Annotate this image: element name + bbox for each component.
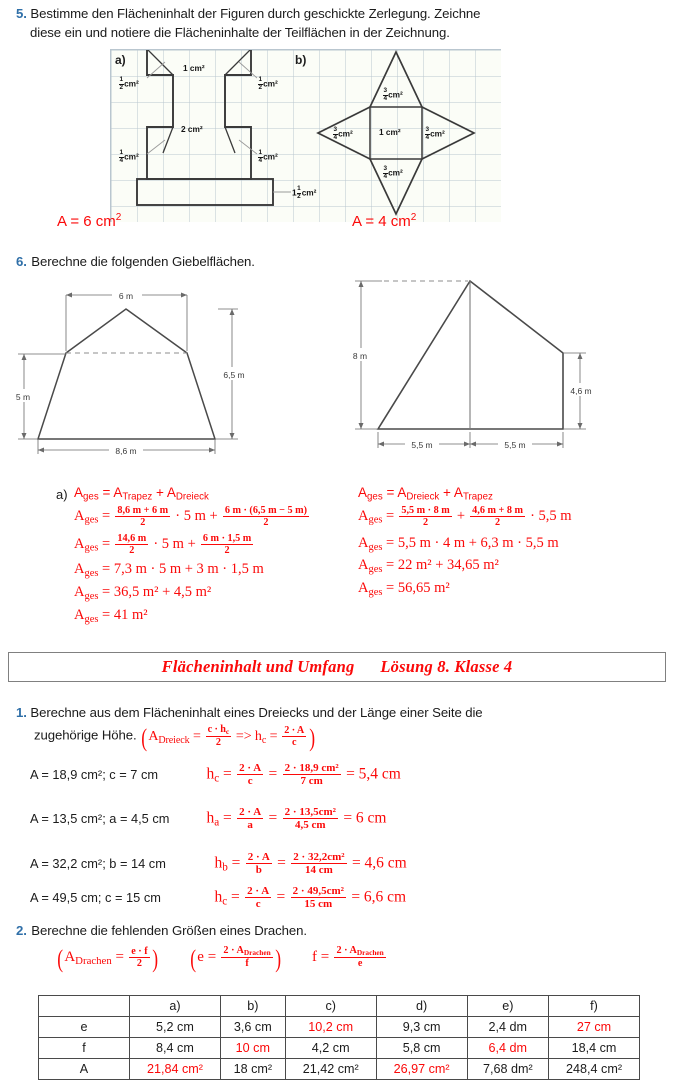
task5-heading (16, 4, 666, 42)
frac-num-text: c · h (207, 724, 226, 735)
frac-num: 1 (258, 149, 263, 156)
cell-f-a: 8,4 cm (130, 1038, 221, 1059)
A-symbol: A (74, 485, 84, 500)
task1-row-4 (30, 885, 406, 911)
frac-num: 1 (119, 76, 124, 83)
frac-den: a (247, 819, 253, 832)
solution-left-line-3: $A_{ges} = 7,3$ m · 5 m + 3 m · 1,5 m (74, 561, 264, 580)
gable-left-outline (38, 309, 215, 439)
gable-right-drawing (348, 272, 678, 472)
A-symbol: A (358, 485, 368, 500)
section-banner (8, 652, 666, 682)
frac-num: 4,6 m + 8 m (472, 504, 523, 516)
area-label-a-1cm2: 1 cm² (183, 63, 205, 73)
gable-left-drawing (4, 278, 334, 456)
frac-num (206, 724, 231, 737)
mid-op: · 5 m + (153, 535, 196, 552)
h-subscript: c (214, 772, 220, 785)
solution-left-headline (74, 485, 311, 503)
task1-row-1-solution: $h_c$ = $\frac{2 \cdot A}{c}$ = $\frac{\text{2 · 18,9 cm²}}{7 cm}$ = 5,4 cm (206, 762, 401, 788)
task1-heading (16, 703, 666, 752)
gable-left-dim-top (66, 293, 187, 352)
frac-den: 7 cm (300, 775, 323, 788)
solution-right-line-1: $A_{ges}$ = $\frac{5,5 m \cdot 8 m}{2}$ + $\frac{4,6 m + 8 m}{2}$ · 5,5 m (358, 504, 572, 529)
area-label-a-quarter-right (258, 150, 278, 164)
task1-row-2-solution: $h_a$ = $\frac{2 \cdot A}{a}$ = $\frac{\text{2 · 13,5cm²}}{4,5 cm}$ = 6 cm (206, 806, 387, 832)
frac-den: 2 (224, 544, 230, 556)
cell-A-b: 18 cm² (220, 1059, 285, 1080)
table-header-c: c) (285, 996, 376, 1017)
kite-f-formula (312, 945, 387, 970)
task1-line2: zugehörige Höhe. (34, 727, 137, 743)
frac-den: f (245, 958, 249, 970)
A-subscript: ges (83, 491, 99, 503)
frac-num: 3 (333, 126, 338, 133)
frac-den: 15 cm (304, 898, 333, 911)
banner-subtitle: Lösung 8. Klasse 4 (380, 657, 513, 676)
table-header-row (39, 996, 640, 1017)
frac-num: 2 · A (239, 762, 262, 774)
solution-right-line-5: $A_{ges} = 56,65$ m² (358, 580, 450, 599)
eq2: = (269, 728, 278, 744)
line3-text: = 7,3 m · 5 m + 3 m · 1,5 m (102, 561, 264, 578)
frac-num: 2 · A (284, 724, 305, 736)
f-symbol: f (312, 948, 318, 965)
task5-line2: diese ein und notiere die Flächeninhalte der Teilflächen in der Zeichnung. (30, 25, 450, 40)
frac-num-sub: c (225, 727, 229, 737)
gable-left-dim-left-label: 5 m (15, 392, 31, 402)
h-symbol: h (206, 809, 215, 827)
eq: = A (98, 485, 123, 500)
plus: + A (152, 485, 176, 500)
frac-num-sub: Drachen (243, 948, 271, 958)
gable-left-dim-top-label: 6 m (118, 291, 134, 301)
area-label-b-top (383, 88, 403, 102)
cell-e-f: 27 cm (549, 1017, 640, 1038)
cell-A-d: 26,97 cm² (376, 1059, 467, 1080)
cell-e-b: 3,6 cm (220, 1017, 285, 1038)
frac-num: 1 (258, 76, 263, 83)
solution-right-headline (358, 485, 572, 503)
frac-num-text: 2 · A (336, 945, 357, 956)
area-label-b-1cm2: 1 cm² (379, 127, 401, 137)
frac-den: 4 (383, 172, 388, 180)
gable-right-dim-bottom-1-label: 5,5 m (411, 440, 433, 450)
area-label-b-left (333, 127, 353, 141)
cell-e-c: 10,2 cm (285, 1017, 376, 1038)
solution-left-line-1: $A_{ges}$ = $\frac{8,6 m + 6 m}{2}$ · 5 m + $\frac{6 m \cdot (6,5 m - 5 m)}{2}$ (74, 504, 308, 529)
frac-den: 4 (258, 156, 263, 164)
A-subscript: Dreieck (158, 734, 190, 746)
frac-num: 1 (297, 185, 301, 192)
solution-left-line-5: $A_{ges} = 41$ m² (74, 607, 148, 626)
solution-left-line-4: $A_{ges} = 36,5$ m² + 4,5 m² (74, 584, 212, 603)
frac-num: 6 m · 1,5 m (202, 532, 252, 544)
frac-unit: cm² (388, 167, 403, 178)
answer-figure-a-exponent: 2 (115, 212, 122, 223)
h-subscript: a (214, 816, 220, 829)
kite-values-table (38, 995, 640, 1080)
frac-num: 5,5 m · 8 m (401, 504, 450, 516)
task1-row-2 (30, 806, 387, 832)
cell-A-e: 7,68 dm² (467, 1059, 549, 1080)
A-symbol: A (64, 948, 76, 965)
result: = 5,4 cm (346, 765, 401, 783)
answer-figure-b-text: A = 4 cm (352, 213, 411, 230)
area-label-b-right (425, 127, 445, 141)
task1-row-1 (30, 762, 401, 788)
banner-text (9, 657, 665, 677)
frac-num: 8,6 m + 6 m (117, 504, 169, 516)
h-subscript: c (222, 895, 228, 908)
frac-unit: cm² (124, 151, 139, 162)
frac-num: 14,6 m (117, 532, 147, 544)
cell-f-d: 5,8 cm (376, 1038, 467, 1059)
frac-unit: cm² (388, 89, 403, 100)
frac-num-text: 2 · A (223, 945, 244, 956)
frac-num-sub: Drachen (356, 948, 384, 958)
frac-den: 2 (136, 958, 142, 970)
frac-den: b (255, 864, 262, 877)
A-subscript-2: Trapez (122, 491, 153, 503)
task1-line1: Berechne aus dem Flächeninhalt eines Dreiecks und der Länge einer Seite die (30, 705, 483, 720)
frac-num: 2 · 32,2cm² (293, 851, 345, 863)
area-label-a-half-left (119, 77, 139, 91)
frac-num: 2 · 18,9 cm² (284, 762, 339, 774)
frac-unit: cm² (301, 187, 317, 198)
eq: = (192, 728, 201, 744)
frac-num: 2 · A (247, 885, 270, 897)
frac-unit: cm² (430, 128, 445, 139)
result: = 6 cm (343, 809, 387, 827)
eq: = (320, 948, 330, 965)
task1-row-3-given: A = 32,2 cm²; b = 14 cm (30, 856, 166, 872)
eq: = A (382, 485, 407, 500)
task5-number: 5. (16, 6, 27, 21)
line4-text: = 36,5 m² + 4,5 m² (102, 584, 212, 601)
area-label-a-half-right (258, 77, 278, 91)
table-header-a: a) (130, 996, 221, 1017)
row-label-e: e (39, 1017, 130, 1038)
gable-right-dim-right-label: 4,6 m (570, 386, 592, 396)
frac-num: 1 (119, 149, 124, 156)
area-label-a-quarter-left (119, 150, 139, 164)
cell-e-a: 5,2 cm (130, 1017, 221, 1038)
solution-left-block (74, 485, 311, 625)
h-subscript: c (261, 734, 267, 746)
solution-left-label: a) (56, 487, 68, 502)
frac-num: 2 · 49,5cm² (292, 885, 344, 897)
table-header-f: f) (549, 996, 640, 1017)
frac-unit: cm² (263, 151, 278, 162)
frac-whole: 1 (292, 187, 297, 198)
A-subscript: ges (367, 491, 383, 503)
A-subscript-2: Dreieck (406, 491, 440, 503)
post-op: · 5,5 m (530, 507, 572, 524)
frac-den: 2 (495, 517, 501, 529)
frac-den: 2 (129, 544, 135, 556)
answer-figure-a (57, 212, 121, 230)
cell-e-e: 2,4 dm (467, 1017, 549, 1038)
cell-f-b: 10 cm (220, 1038, 285, 1059)
frac-den: 2 (215, 737, 221, 749)
row-label-f: f (39, 1038, 130, 1059)
A-subscript-3: Trapez (462, 491, 493, 503)
frac-num (334, 945, 385, 958)
eq: = (115, 948, 124, 965)
frac-num (221, 945, 272, 958)
row-label-A: A (39, 1059, 130, 1080)
table-header-d: d) (376, 996, 467, 1017)
frac-num: 3 (383, 165, 388, 172)
eq: = (207, 948, 217, 965)
solution-right-line-3: $A_{ges} = 5,5$ m · 4 m + 6,3 m · 5,5 m (358, 534, 559, 553)
kite-area-formula: ($A_{Drachen}$ = $\frac{e \cdot f}{2}$ ) (57, 945, 159, 973)
frac-den: 2 (422, 517, 429, 529)
task1-number: 1. (16, 705, 27, 720)
table-row (39, 1038, 640, 1059)
cell-f-e: 6,4 dm (467, 1038, 549, 1059)
task2-heading (16, 921, 307, 940)
answer-figure-a-text: A = 6 cm (57, 213, 116, 230)
figure-b-label: b) (295, 53, 307, 67)
gable-left-dim-bottom-label: 8,6 m (115, 446, 137, 456)
frac-den: e (357, 958, 363, 970)
figure-a-base-rectangle (137, 179, 273, 205)
frac-den: 4 (425, 133, 430, 141)
task1-row-3-solution: $h_b$ = $\frac{2 \cdot A}{b}$ = $\frac{\text{2 · 32,2cm²}}{14 cm}$ = 4,6 cm (214, 851, 407, 877)
mid-op: · 5 m + (175, 507, 218, 524)
task6-text: Berechne die folgenden Giebelflächen. (31, 254, 255, 269)
h-symbol: h (254, 728, 262, 744)
frac-den: 4 (383, 94, 388, 102)
line5-text: = 41 m² (102, 607, 148, 624)
area-label-b-bottom (383, 166, 403, 180)
cell-e-d: 9,3 cm (376, 1017, 467, 1038)
h-symbol: h (214, 854, 223, 872)
task1-inline-formula: ($A_{Dreieck}$ = $\frac{c \cdot h_c}{2}$ => $h_c$ = $\frac{2 \cdot A}{c}$ ) (141, 724, 315, 752)
line4-text: = 22 m² + 34,65 m² (386, 557, 499, 574)
frac-den: 2 (119, 83, 124, 91)
frac-num: 2 · A (239, 806, 262, 818)
frac-unit: cm² (124, 78, 139, 89)
task1-row-4-given: A = 49,5 cm; c = 15 cm (30, 890, 161, 906)
A-subscript: Drachen (75, 954, 112, 967)
task2-number: 2. (16, 923, 27, 938)
cell-A-c: 21,42 cm² (285, 1059, 376, 1080)
frac-den: 14 cm (305, 864, 333, 877)
frac-num: 6 m · (6,5 m − 5 m) (224, 504, 308, 516)
kite-e-formula: (e = $2 \cdot A_{Drachen}$ f ) (190, 945, 282, 973)
solution-right-block (358, 485, 572, 598)
frac-den: 2 (263, 517, 269, 529)
task2-formula-row (56, 945, 387, 974)
area-label-a-2cm2: 2 cm² (181, 124, 203, 134)
area-label-a-one-and-half (292, 186, 316, 200)
h-symbol: h (214, 888, 223, 906)
h-subscript: b (222, 861, 228, 874)
gable-right-dim-bottom-2-label: 5,5 m (504, 440, 526, 450)
task1-row-2-given: A = 13,5 cm²; a = 4,5 cm (30, 811, 170, 827)
cell-f-c: 4,2 cm (285, 1038, 376, 1059)
frac-num: 3 (425, 126, 430, 133)
frac-unit: cm² (263, 78, 278, 89)
gable-right-dim-left-label: 8 m (352, 351, 368, 361)
gable-left-dim-right-label: 6,5 m (223, 370, 245, 380)
implies-arrow: => (235, 728, 252, 744)
figure-a-label: a) (115, 53, 126, 67)
cell-A-a: 21,84 cm² (130, 1059, 221, 1080)
result: = 4,6 cm (351, 854, 407, 872)
frac-den: c (247, 775, 253, 788)
result: = 6,6 cm (351, 888, 407, 906)
table-header-b: b) (220, 996, 285, 1017)
A-symbol: A (148, 728, 159, 744)
table-row (39, 1059, 640, 1080)
A-subscript-3: Dreieck (175, 491, 209, 503)
table-corner-cell (39, 996, 130, 1017)
plus: + A (439, 485, 463, 500)
frac-den: 4 (333, 133, 338, 141)
solution-right-line-4: $A_{ges} = 22$ m² + 34,65 m² (358, 557, 499, 576)
frac-num: 2 · 13,5cm² (284, 806, 336, 818)
cell-f-f: 18,4 cm (549, 1038, 640, 1059)
h-symbol: h (206, 765, 215, 783)
frac-den: c (255, 898, 261, 911)
frac-den: 4,5 cm (295, 819, 326, 832)
frac-num: 2 · A (247, 851, 270, 863)
task5-line1: Bestimme den Flächeninhalt der Figuren durch geschickte Zerlegung. Zeichne (30, 6, 481, 21)
frac-den: 4 (119, 156, 124, 164)
task6-number: 6. (16, 254, 27, 269)
mid-op: + (456, 507, 466, 524)
task1-row-4-solution: $h_c$ = $\frac{2 \cdot A}{c}$ = $\frac{\text{2 · 49,5cm²}}{15 cm}$ = 6,6 cm (214, 885, 407, 911)
frac-num: 3 (383, 87, 388, 94)
answer-figure-b (352, 212, 416, 230)
line3-text: = 5,5 m · 4 m + 6,3 m · 5,5 m (386, 534, 559, 551)
solution-left-line-2: $A_{ges}$ = $\frac{14,6 m}{2}$ · 5 m + $\frac{6 m \cdot 1,5 m}{2}$ (74, 532, 252, 556)
banner-title: Flächeninhalt und Umfang (161, 657, 355, 676)
task1-row-1-given: A = 18,9 cm²; c = 7 cm (30, 767, 159, 783)
answer-figure-b-exponent: 2 (410, 212, 417, 223)
frac-unit: cm² (338, 128, 353, 139)
line5-text: = 56,65 m² (386, 580, 450, 597)
frac-num: e · f (131, 945, 148, 957)
e-symbol: e (197, 948, 204, 965)
cell-A-f: 248,4 cm² (549, 1059, 640, 1080)
table-header-e: e) (467, 996, 549, 1017)
table-row (39, 1017, 640, 1038)
frac-den: 2 (140, 517, 146, 529)
task1-row-3 (30, 851, 407, 877)
task6-heading (16, 252, 255, 271)
task2-text: Berechne die fehlenden Größen eines Drachen. (31, 923, 307, 938)
grid-paper-figures (110, 49, 501, 222)
frac-den: 2 (297, 192, 301, 200)
frac-den: 2 (258, 83, 263, 91)
frac-den: c (292, 737, 297, 749)
